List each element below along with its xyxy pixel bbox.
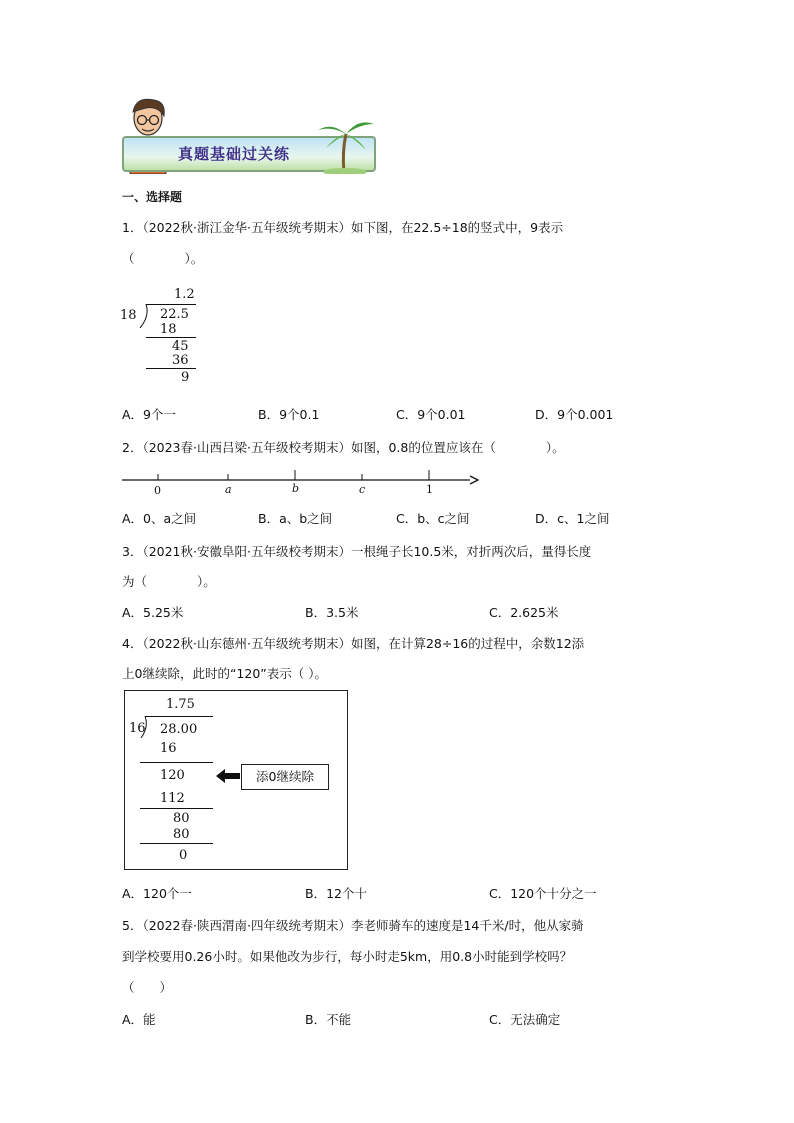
q5-text: 5．（2022春·陕西渭南·四年级统考期末）李老师骑车的速度是14千米/时，他从家骑 [122,918,584,933]
q1-division-bracket [138,304,150,328]
left-arrow-icon [216,769,240,783]
q1-blank: （ ）。 [122,251,204,266]
q1-quotient: 1.2 [174,287,195,302]
q2-option-c[interactable]: C．b、c之间 [396,511,470,526]
q5-option-a[interactable]: A．能 [122,1012,156,1027]
q5-blank: （ ） [122,980,173,995]
q3-option-a[interactable]: A．5.25米 [122,605,184,620]
q1-line1 [146,337,196,338]
q4-option-b[interactable]: B．12个十 [305,886,367,901]
q4-text2: 上0继续除，此时的“120”表示（ ）。 [122,666,327,681]
q4-division-bar [145,716,213,717]
q4-line3 [140,843,213,844]
q1-rem1: 45 [172,339,189,354]
q5-option-b[interactable]: B．不能 [305,1012,352,1027]
q3-text2: 为（ ）。 [122,574,216,589]
q3-option-b[interactable]: B．3.5米 [305,605,359,620]
q4-note-box: 添0继续除 [241,764,329,790]
banner-title: 真题基础过关练 [178,145,291,163]
q1-rem2: 9 [181,370,190,385]
q4-step2: 112 [160,791,185,806]
q5-option-c[interactable]: C．无法确定 [489,1012,561,1027]
q4-rem3: 0 [179,848,188,863]
q5-text2: 到学校要用0.26小时。如果他改为步行，每小时走5km，用0.8小时能到学校吗？ [122,949,573,964]
q4-line2 [140,808,213,809]
q4-rem1: 120 [160,768,185,783]
q2-text: 2．（2023春·山西吕梁·五年级校考期末）如图，0.8的位置应该在（ ）。 [122,440,565,455]
q4-step1: 16 [160,741,177,756]
q4-divisor: 16 [129,721,146,736]
q4-step3: 80 [173,827,190,842]
q4-quotient: 1.75 [166,697,195,712]
q1-divisor: 18 [120,308,137,323]
q4-text: 4．（2022秋·山东德州·五年级统考期末）如图，在计算28÷16的过程中，余数12添 [122,636,585,651]
q1-option-b[interactable]: B．9个0.1 [258,407,320,422]
q2-option-d[interactable]: D．c、1之间 [535,511,610,526]
q1-dividend: 22.5 [160,307,189,322]
q2-label-a: a [225,483,232,496]
q2-label-0: 0 [154,484,161,497]
palm-tree-icon [314,112,376,174]
section-title: 一、选择题 [122,190,183,204]
q4-option-a[interactable]: A．120个一 [122,886,192,901]
q1-step1: 18 [160,322,177,337]
section-banner [122,96,377,178]
q4-option-c[interactable]: C．120个十分之一 [489,886,597,901]
q4-rem2: 80 [173,811,190,826]
q3-text: 3．（2021秋·安徽阜阳·五年级校考期末）一根绳子长10.5米，对折两次后，量得长度 [122,544,592,559]
q2-label-1: 1 [426,483,433,496]
q2-option-a[interactable]: A．0、a之间 [122,511,197,526]
q1-step2: 36 [172,353,189,368]
q1-division-bar [146,304,196,305]
q2-label-b: b [292,482,300,495]
q4-dividend: 28.00 [160,722,198,737]
q4-line1 [140,762,213,763]
q1-text: 1．（2022秋·浙江金华·五年级统考期末）如下图，在22.5÷18的竖式中，9表示 [122,220,564,235]
q2-option-b[interactable]: B．a、b之间 [258,511,333,526]
q1-option-a[interactable]: A．9个一 [122,407,177,422]
q1-option-d[interactable]: D．9个0.001 [535,407,614,422]
q2-label-c: c [359,483,366,496]
q3-option-c[interactable]: C．2.625米 [489,605,559,620]
q1-option-c[interactable]: C．9个0.01 [396,407,466,422]
q1-line2 [146,368,196,369]
